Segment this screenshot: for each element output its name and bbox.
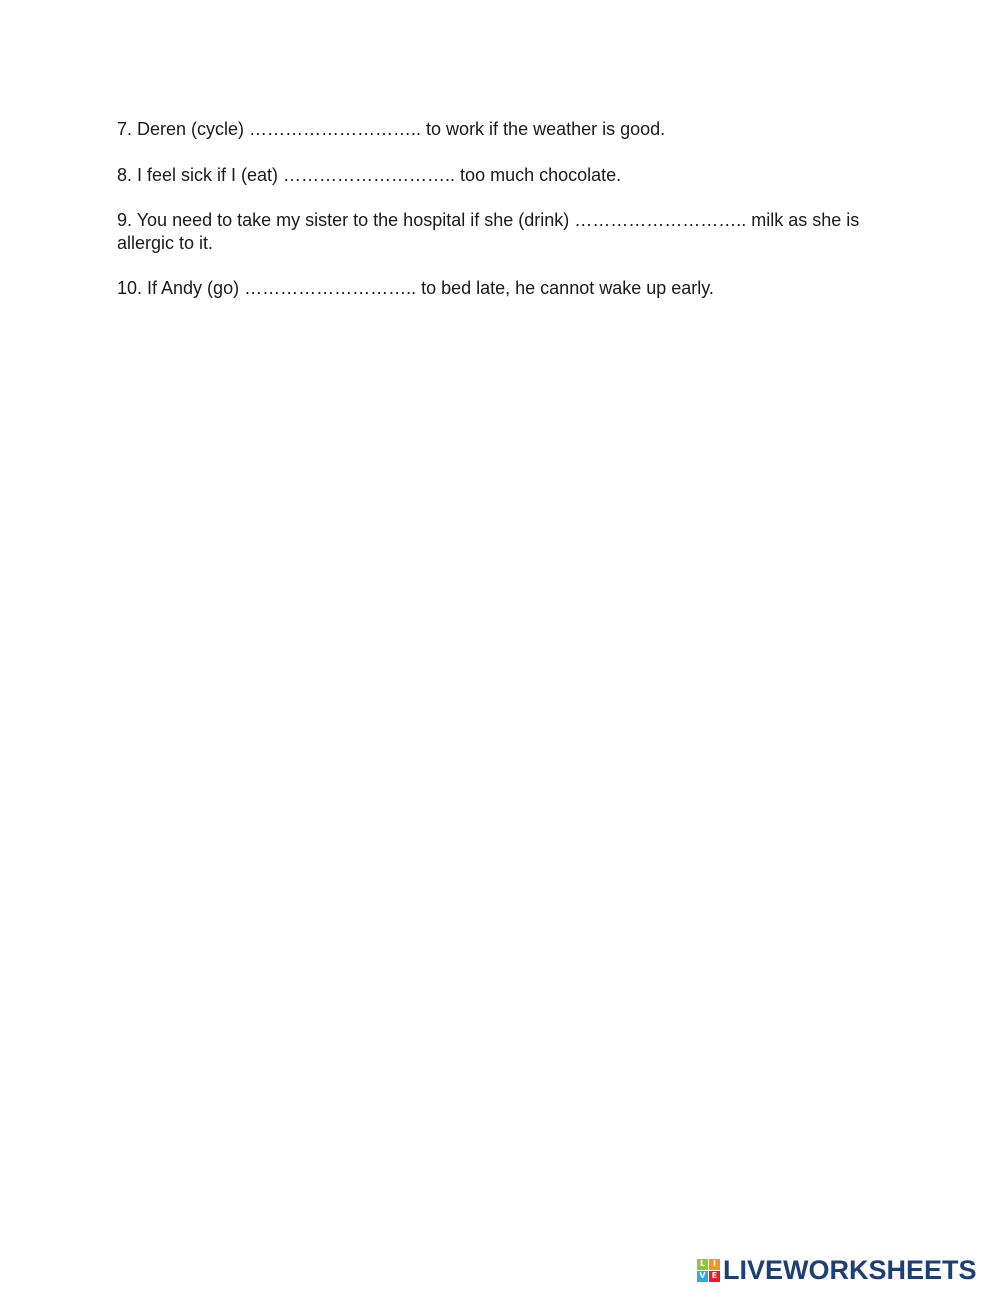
question-10: 10. If Andy (go) ……………………….. to bed late, he cannot wake up early.	[117, 278, 714, 298]
liveworksheets-brand	[697, 1255, 977, 1285]
question-9: 9. You need to take my sister to the hospital if she (drink) ……………………….. milk as she is allergic to it.	[117, 210, 860, 253]
logo-cell: I	[709, 1259, 720, 1270]
question-7: 7. Deren (cycle) ……………………….. to work if the weather is good.	[117, 119, 666, 139]
logo-cell: L	[697, 1259, 708, 1270]
logo-cell: V	[697, 1271, 708, 1282]
question-8: 8. I feel sick if I (eat) ……………………….. too much chocolate.	[117, 165, 622, 185]
live-logo-icon	[697, 1259, 720, 1282]
brand-wordmark: LIVEWORKSHEETS	[723, 1255, 977, 1285]
logo-cell: E	[709, 1271, 720, 1282]
